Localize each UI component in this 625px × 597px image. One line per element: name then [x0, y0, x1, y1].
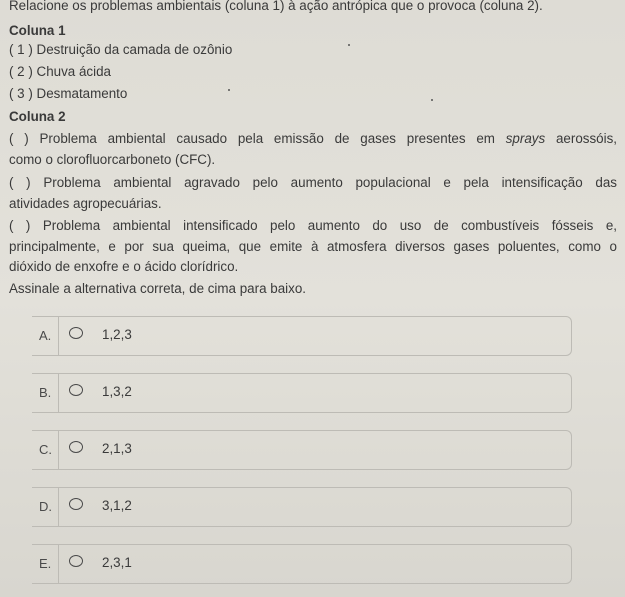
option-d-value: 3,1,2: [102, 498, 132, 513]
column1-title: Coluna 1: [9, 23, 66, 38]
speck: [228, 89, 230, 91]
column1-item-2: ( 2 ) Chuva ácida: [9, 64, 111, 79]
option-e-value: 2,3,1: [102, 555, 132, 570]
option-divider: [58, 545, 59, 583]
speck: [431, 99, 433, 101]
column2-item-1-line-1: ( ) Problema ambiental causado pela emissão de gases presentes em sprays aerossóis,: [9, 131, 617, 146]
option-divider: [58, 431, 59, 469]
option-divider: [58, 488, 59, 526]
column1-item-1: ( 1 ) Destruição da camada de ozônio: [9, 42, 233, 57]
option-divider: [58, 317, 59, 355]
radio-button-e[interactable]: [69, 555, 83, 567]
option-divider: [58, 374, 59, 412]
column2-title: Coluna 2: [9, 109, 66, 124]
sprays-italic: sprays: [505, 131, 546, 146]
radio-button-d[interactable]: [69, 498, 83, 510]
speck: [348, 44, 350, 46]
column2-item-3-line-2: principalmente, e por sua queima, que emite à atmosfera diversos gases poluentes, como o: [9, 239, 617, 254]
column2-item-2-line-2: atividades agropecuárias.: [9, 196, 162, 211]
column1-item-3: ( 3 ) Desmatamento: [9, 86, 128, 101]
radio-button-c[interactable]: [69, 441, 83, 453]
option-e-letter: E.: [39, 556, 52, 571]
column2-item-1-line-2: como o clorofluorcarboneto (CFC).: [9, 152, 216, 167]
option-c[interactable]: [32, 430, 572, 470]
question-intro: Relacione os problemas ambientais (coluna 1) à ação antrópica que o provoca (coluna 2).: [9, 0, 543, 13]
option-d-letter: D.: [39, 499, 52, 514]
option-a-letter: A.: [39, 328, 52, 343]
column2-item-2-line-1: ( ) Problema ambiental agravado pelo aumento populacional e pela intensificação das: [9, 175, 617, 190]
radio-button-a[interactable]: [69, 327, 83, 339]
option-b-value: 1,3,2: [102, 384, 132, 399]
option-b-letter: B.: [39, 385, 52, 400]
option-a[interactable]: [32, 316, 572, 356]
column2-item-3-line-3: dióxido de enxofre e o ácido clorídrico.: [9, 259, 239, 274]
option-d[interactable]: [32, 487, 572, 527]
instruction: Assinale a alternativa correta, de cima para baixo.: [9, 281, 306, 296]
option-e[interactable]: [32, 544, 572, 584]
option-a-value: 1,2,3: [102, 327, 132, 342]
option-b[interactable]: [32, 373, 572, 413]
radio-button-b[interactable]: [69, 384, 83, 396]
option-c-letter: C.: [39, 442, 52, 457]
column2-item-3-line-1: ( ) Problema ambiental intensificado pelo aumento do uso de combustíveis fósseis e,: [9, 218, 617, 233]
option-c-value: 2,1,3: [102, 441, 132, 456]
